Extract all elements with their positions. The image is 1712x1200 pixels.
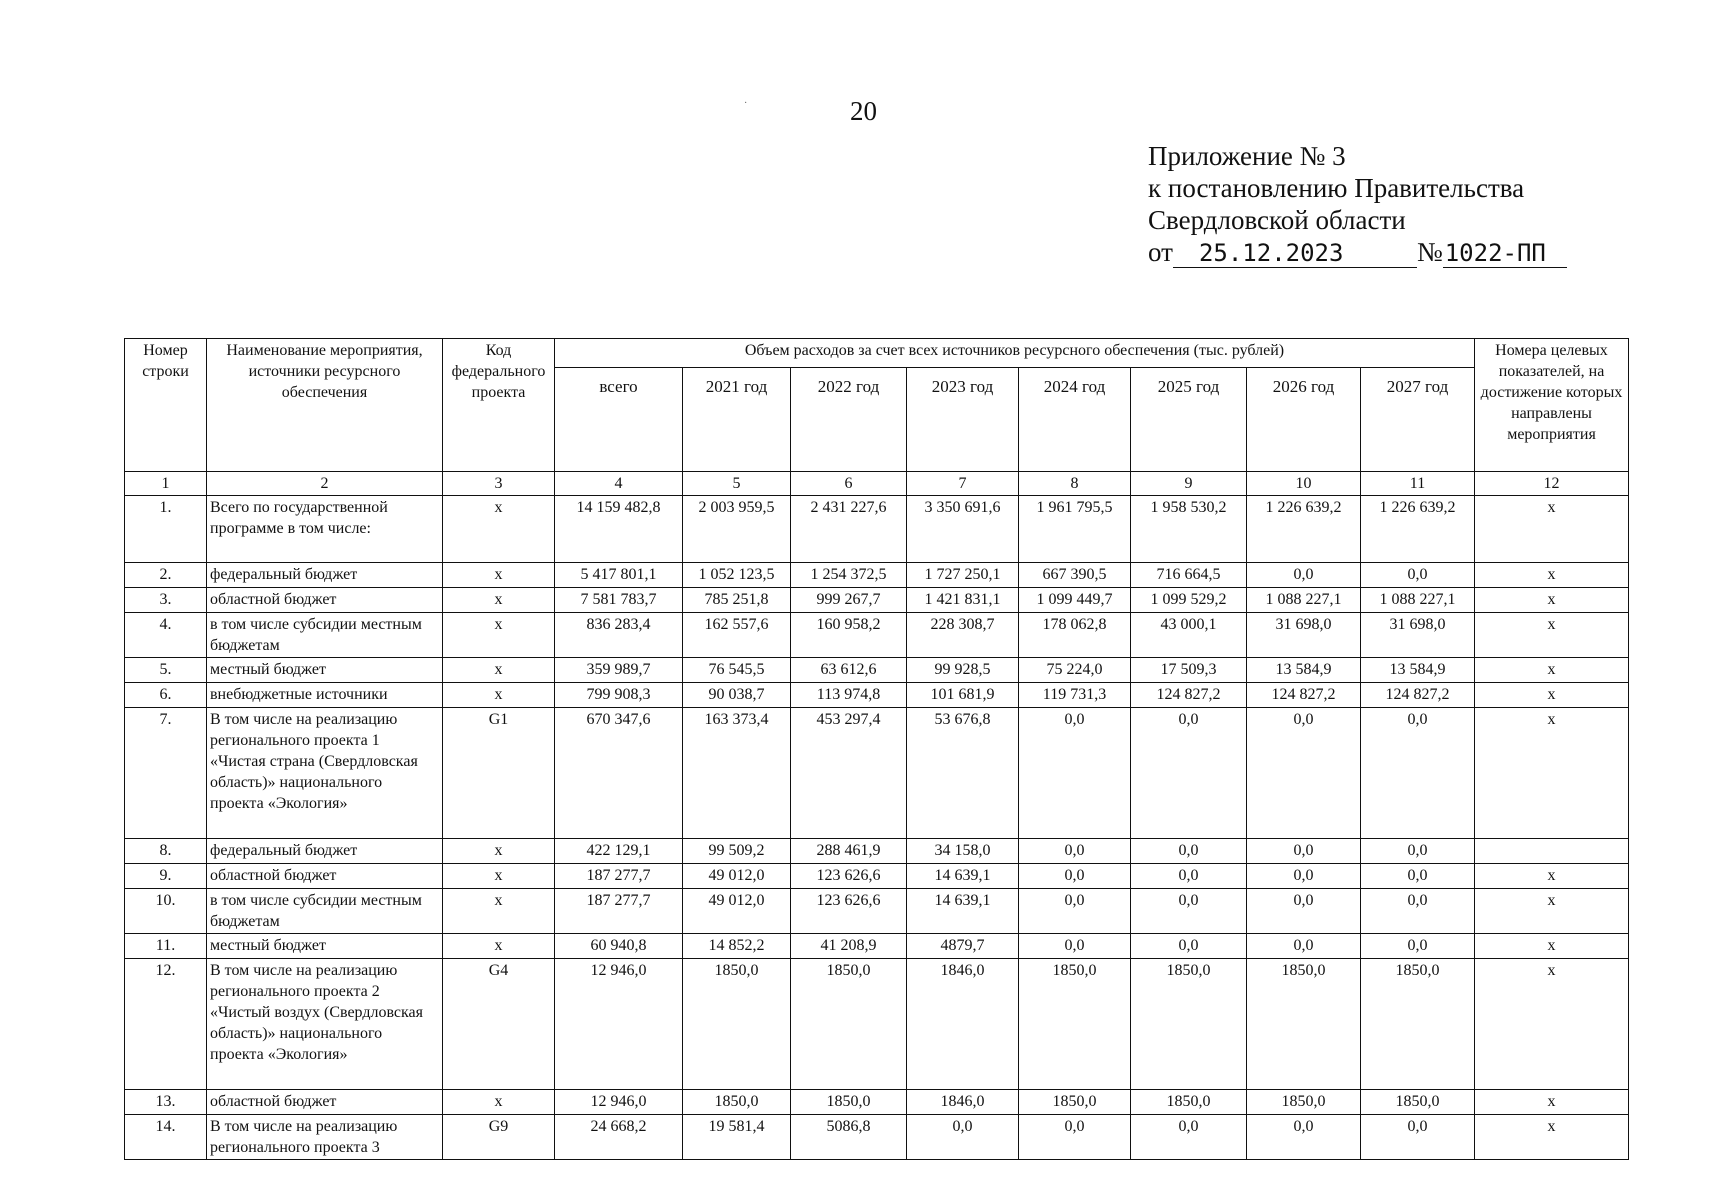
total-value-cell: 5 417 801,1 xyxy=(555,563,683,588)
year-value-cell: 2 431 227,6 xyxy=(791,496,907,563)
appendix-date-number-row xyxy=(1148,236,1567,268)
row-name-cell: местный бюджет xyxy=(207,934,443,959)
year-value-cell: 999 267,7 xyxy=(791,588,907,613)
year-value-cell: 119 731,3 xyxy=(1019,683,1131,708)
table-row xyxy=(125,588,1629,613)
year-value-cell: 17 509,3 xyxy=(1131,658,1247,683)
row-name-cell: в том числе субсидии местным бюджетам xyxy=(207,889,443,934)
year-value-cell: 1 099 449,7 xyxy=(1019,588,1131,613)
year-value-cell: 1 226 639,2 xyxy=(1361,496,1475,563)
year-value-cell: 0,0 xyxy=(1247,563,1361,588)
year-value-cell: 0,0 xyxy=(1019,934,1131,959)
row-number-cell: 7. xyxy=(125,708,207,839)
year-value-cell: 0,0 xyxy=(1131,839,1247,864)
year-value-cell: 0,0 xyxy=(1247,864,1361,889)
column-number: 8 xyxy=(1019,472,1131,496)
total-value-cell: 836 283,4 xyxy=(555,613,683,658)
target-indicator-cell: х xyxy=(1475,708,1629,839)
column-number: 3 xyxy=(443,472,555,496)
year-value-cell: 13 584,9 xyxy=(1361,658,1475,683)
project-code-cell: х xyxy=(443,496,555,563)
year-value-cell: 53 676,8 xyxy=(907,708,1019,839)
row-name-cell: местный бюджет xyxy=(207,658,443,683)
row-name-cell: в том числе субсидии местным бюджетам xyxy=(207,613,443,658)
project-code-cell: х xyxy=(443,839,555,864)
total-value-cell: 187 277,7 xyxy=(555,864,683,889)
year-value-cell: 113 974,8 xyxy=(791,683,907,708)
table-row xyxy=(125,658,1629,683)
year-value-cell: 1846,0 xyxy=(907,1090,1019,1115)
year-value-cell: 0,0 xyxy=(1361,563,1475,588)
project-code-cell: х xyxy=(443,1090,555,1115)
year-value-cell: 0,0 xyxy=(1361,934,1475,959)
target-indicator-cell: х xyxy=(1475,1090,1629,1115)
row-number-cell: 13. xyxy=(125,1090,207,1115)
year-value-cell: 31 698,0 xyxy=(1247,613,1361,658)
year-value-cell: 31 698,0 xyxy=(1361,613,1475,658)
year-value-cell: 1 961 795,5 xyxy=(1019,496,1131,563)
header-name: Наименование мероприятия, источники ресурсного обеспечения xyxy=(207,339,443,472)
year-value-cell: 160 958,2 xyxy=(791,613,907,658)
year-value-cell: 0,0 xyxy=(1247,934,1361,959)
year-value-cell: 13 584,9 xyxy=(1247,658,1361,683)
row-name-cell: областной бюджет xyxy=(207,588,443,613)
table-row xyxy=(125,934,1629,959)
year-value-cell: 5086,8 xyxy=(791,1115,907,1160)
total-value-cell: 12 946,0 xyxy=(555,959,683,1090)
year-value-cell: 1850,0 xyxy=(1247,1090,1361,1115)
column-number: 9 xyxy=(1131,472,1247,496)
table-body xyxy=(125,472,1629,1160)
total-value-cell: 60 940,8 xyxy=(555,934,683,959)
header-year-2025: 2025 год xyxy=(1131,368,1247,472)
year-value-cell: 0,0 xyxy=(1019,839,1131,864)
project-code-cell: х xyxy=(443,683,555,708)
expenditure-table xyxy=(124,338,1629,1160)
page-number: 20 xyxy=(850,96,877,126)
target-indicator-cell: х xyxy=(1475,613,1629,658)
total-value-cell: 187 277,7 xyxy=(555,889,683,934)
target-indicator-cell: х xyxy=(1475,934,1629,959)
row-number-cell: 3. xyxy=(125,588,207,613)
year-value-cell: 1 421 831,1 xyxy=(907,588,1019,613)
year-value-cell: 0,0 xyxy=(1131,864,1247,889)
year-value-cell: 1850,0 xyxy=(1019,1090,1131,1115)
target-indicator-cell: х xyxy=(1475,588,1629,613)
column-number: 5 xyxy=(683,472,791,496)
row-name-cell: Всего по государственной программе в том числе: xyxy=(207,496,443,563)
year-value-cell: 124 827,2 xyxy=(1131,683,1247,708)
target-indicator-cell: х xyxy=(1475,563,1629,588)
year-value-cell: 124 827,2 xyxy=(1247,683,1361,708)
row-name-cell: внебюджетные источники xyxy=(207,683,443,708)
year-value-cell: 99 509,2 xyxy=(683,839,791,864)
year-value-cell: 288 461,9 xyxy=(791,839,907,864)
year-value-cell: 716 664,5 xyxy=(1131,563,1247,588)
year-value-cell: 0,0 xyxy=(1019,708,1131,839)
year-value-cell: 0,0 xyxy=(1361,839,1475,864)
row-name-cell: В том числе на реализацию регионального проекта 1 «Чистая страна (Свердловская область)» национального проекта «Экология» xyxy=(207,708,443,839)
year-value-cell: 1850,0 xyxy=(1247,959,1361,1090)
project-code-cell: х xyxy=(443,588,555,613)
year-value-cell: 1 088 227,1 xyxy=(1361,588,1475,613)
year-value-cell: 667 390,5 xyxy=(1019,563,1131,588)
table-row xyxy=(125,864,1629,889)
total-value-cell: 670 347,6 xyxy=(555,708,683,839)
row-number-cell: 6. xyxy=(125,683,207,708)
project-code-cell: G1 xyxy=(443,708,555,839)
row-number-cell: 12. xyxy=(125,959,207,1090)
year-value-cell: 1850,0 xyxy=(791,959,907,1090)
year-value-cell: 0,0 xyxy=(1131,1115,1247,1160)
year-value-cell: 0,0 xyxy=(1361,889,1475,934)
year-value-cell: 99 928,5 xyxy=(907,658,1019,683)
year-value-cell: 63 612,6 xyxy=(791,658,907,683)
header-year-2027: 2027 год xyxy=(1361,368,1475,472)
header-targets: Номера целевых показателей, на достижение которых направлены мероприятия xyxy=(1475,339,1629,472)
appendix-region-line: Свердловской области xyxy=(1148,205,1406,235)
total-value-cell: 359 989,7 xyxy=(555,658,683,683)
column-number: 1 xyxy=(125,472,207,496)
project-code-cell: х xyxy=(443,934,555,959)
year-value-cell: 0,0 xyxy=(1247,1115,1361,1160)
year-value-cell: 1850,0 xyxy=(791,1090,907,1115)
target-indicator-cell: х xyxy=(1475,658,1629,683)
year-value-cell: 101 681,9 xyxy=(907,683,1019,708)
year-value-cell: 123 626,6 xyxy=(791,889,907,934)
total-value-cell: 799 908,3 xyxy=(555,683,683,708)
table-row xyxy=(125,563,1629,588)
year-value-cell: 19 581,4 xyxy=(683,1115,791,1160)
year-value-cell: 1 958 530,2 xyxy=(1131,496,1247,563)
row-number-cell: 11. xyxy=(125,934,207,959)
header-year-2024: 2024 год xyxy=(1019,368,1131,472)
year-value-cell: 14 639,1 xyxy=(907,889,1019,934)
table-row xyxy=(125,613,1629,658)
header-volume: Объем расходов за счет всех источников ресурсного обеспечения (тыс. рублей) xyxy=(555,339,1475,368)
appendix-title: Приложение № 3 xyxy=(1148,141,1346,171)
row-name-cell: областной бюджет xyxy=(207,864,443,889)
row-number-cell: 14. xyxy=(125,1115,207,1160)
column-number: 4 xyxy=(555,472,683,496)
table-row xyxy=(125,496,1629,563)
number-label: № xyxy=(1416,237,1443,267)
column-number-row xyxy=(125,472,1629,496)
column-number: 6 xyxy=(791,472,907,496)
year-value-cell: 0,0 xyxy=(907,1115,1019,1160)
row-number-cell: 9. xyxy=(125,864,207,889)
table-row xyxy=(125,959,1629,1090)
header-year-2021: 2021 год xyxy=(683,368,791,472)
year-value-cell: 0,0 xyxy=(1019,889,1131,934)
column-number: 7 xyxy=(907,472,1019,496)
project-code-cell: G9 xyxy=(443,1115,555,1160)
appendix-header xyxy=(1148,140,1567,268)
year-value-cell: 163 373,4 xyxy=(683,708,791,839)
year-value-cell: 49 012,0 xyxy=(683,864,791,889)
year-value-cell: 1850,0 xyxy=(1131,959,1247,1090)
year-value-cell: 75 224,0 xyxy=(1019,658,1131,683)
header-total: всего xyxy=(555,368,683,472)
year-value-cell: 1 088 227,1 xyxy=(1247,588,1361,613)
resolution-date: 25.12.2023 xyxy=(1173,240,1417,268)
table-row xyxy=(125,708,1629,839)
row-number-cell: 5. xyxy=(125,658,207,683)
header-row-number: Номер строки xyxy=(125,339,207,472)
year-value-cell: 1 727 250,1 xyxy=(907,563,1019,588)
target-indicator-cell: х xyxy=(1475,864,1629,889)
project-code-cell: G4 xyxy=(443,959,555,1090)
column-number: 12 xyxy=(1475,472,1629,496)
year-value-cell: 1 052 123,5 xyxy=(683,563,791,588)
table-row xyxy=(125,683,1629,708)
year-value-cell: 0,0 xyxy=(1247,889,1361,934)
year-value-cell: 76 545,5 xyxy=(683,658,791,683)
target-indicator-cell: х xyxy=(1475,959,1629,1090)
appendix-resolution-line: к постановлению Правительства xyxy=(1148,173,1525,203)
year-value-cell: 1846,0 xyxy=(907,959,1019,1090)
year-value-cell: 14 639,1 xyxy=(907,864,1019,889)
year-value-cell: 0,0 xyxy=(1131,708,1247,839)
project-code-cell: х xyxy=(443,889,555,934)
target-indicator-cell: х xyxy=(1475,1115,1629,1160)
year-value-cell: 1850,0 xyxy=(1361,959,1475,1090)
year-value-cell: 162 557,6 xyxy=(683,613,791,658)
year-value-cell: 228 308,7 xyxy=(907,613,1019,658)
project-code-cell: х xyxy=(443,658,555,683)
header-year-2026: 2026 год xyxy=(1247,368,1361,472)
target-indicator-cell xyxy=(1475,839,1629,864)
year-value-cell: 34 158,0 xyxy=(907,839,1019,864)
target-indicator-cell: х xyxy=(1475,683,1629,708)
target-indicator-cell: х xyxy=(1475,496,1629,563)
year-value-cell: 1850,0 xyxy=(1361,1090,1475,1115)
table-row xyxy=(125,839,1629,864)
row-name-cell: В том числе на реализацию регионального проекта 3 xyxy=(207,1115,443,1160)
year-value-cell: 90 038,7 xyxy=(683,683,791,708)
year-value-cell: 43 000,1 xyxy=(1131,613,1247,658)
total-value-cell: 24 668,2 xyxy=(555,1115,683,1160)
year-value-cell: 0,0 xyxy=(1361,864,1475,889)
row-name-cell: В том числе на реализацию регионального проекта 2 «Чистый воздух (Свердловская область)» национального проекта «Экология» xyxy=(207,959,443,1090)
table-row xyxy=(125,889,1629,934)
year-value-cell: 1 226 639,2 xyxy=(1247,496,1361,563)
year-value-cell: 1 254 372,5 xyxy=(791,563,907,588)
row-name-cell: федеральный бюджет xyxy=(207,839,443,864)
year-value-cell: 2 003 959,5 xyxy=(683,496,791,563)
header-year-2023: 2023 год xyxy=(907,368,1019,472)
year-value-cell: 0,0 xyxy=(1361,1115,1475,1160)
row-number-cell: 10. xyxy=(125,889,207,934)
year-value-cell: 1850,0 xyxy=(683,959,791,1090)
year-value-cell: 41 208,9 xyxy=(791,934,907,959)
year-value-cell: 1850,0 xyxy=(1019,959,1131,1090)
column-number: 10 xyxy=(1247,472,1361,496)
row-name-cell: областной бюджет xyxy=(207,1090,443,1115)
year-value-cell: 3 350 691,6 xyxy=(907,496,1019,563)
table-row xyxy=(125,1090,1629,1115)
row-number-cell: 1. xyxy=(125,496,207,563)
row-number-cell: 8. xyxy=(125,839,207,864)
year-value-cell: 1850,0 xyxy=(683,1090,791,1115)
year-value-cell: 0,0 xyxy=(1247,839,1361,864)
year-value-cell: 123 626,6 xyxy=(791,864,907,889)
year-value-cell: 49 012,0 xyxy=(683,889,791,934)
year-value-cell: 785 251,8 xyxy=(683,588,791,613)
year-value-cell: 4879,7 xyxy=(907,934,1019,959)
year-value-cell: 1850,0 xyxy=(1131,1090,1247,1115)
header-project-code: Код федерального проекта xyxy=(443,339,555,472)
year-value-cell: 0,0 xyxy=(1247,708,1361,839)
target-indicator-cell: х xyxy=(1475,889,1629,934)
year-value-cell: 0,0 xyxy=(1019,1115,1131,1160)
year-value-cell: 14 852,2 xyxy=(683,934,791,959)
year-value-cell: 0,0 xyxy=(1019,864,1131,889)
row-name-cell: федеральный бюджет xyxy=(207,563,443,588)
row-number-cell: 4. xyxy=(125,613,207,658)
scan-artifact: · xyxy=(744,98,748,109)
year-value-cell: 0,0 xyxy=(1131,934,1247,959)
year-value-cell: 453 297,4 xyxy=(791,708,907,839)
from-label: от xyxy=(1148,237,1173,267)
project-code-cell: х xyxy=(443,563,555,588)
total-value-cell: 12 946,0 xyxy=(555,1090,683,1115)
row-number-cell: 2. xyxy=(125,563,207,588)
column-number: 11 xyxy=(1361,472,1475,496)
year-value-cell: 178 062,8 xyxy=(1019,613,1131,658)
project-code-cell: х xyxy=(443,864,555,889)
table-row xyxy=(125,1115,1629,1160)
year-value-cell: 0,0 xyxy=(1131,889,1247,934)
year-value-cell: 124 827,2 xyxy=(1361,683,1475,708)
year-value-cell: 1 099 529,2 xyxy=(1131,588,1247,613)
total-value-cell: 422 129,1 xyxy=(555,839,683,864)
resolution-number: 1022-ПП xyxy=(1443,240,1567,268)
year-value-cell: 0,0 xyxy=(1361,708,1475,839)
header-year-2022: 2022 год xyxy=(791,368,907,472)
project-code-cell: х xyxy=(443,613,555,658)
total-value-cell: 7 581 783,7 xyxy=(555,588,683,613)
column-number: 2 xyxy=(207,472,443,496)
total-value-cell: 14 159 482,8 xyxy=(555,496,683,563)
